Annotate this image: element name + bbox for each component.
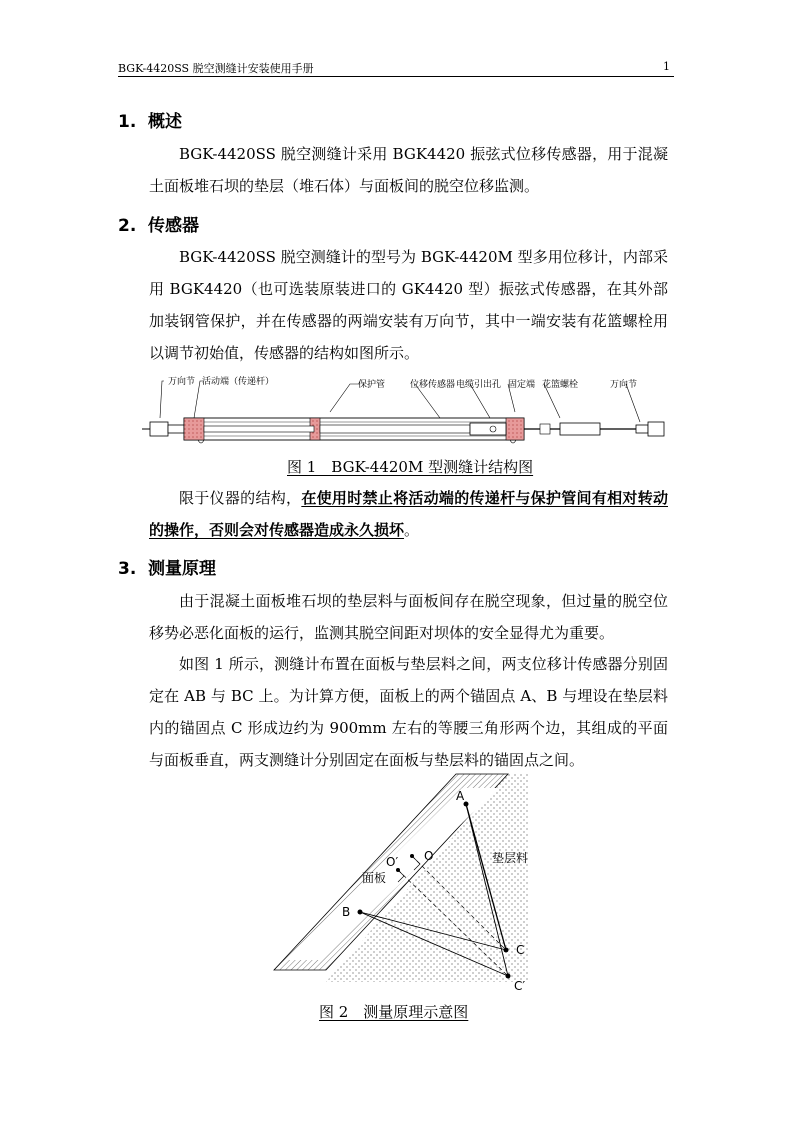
figure-2-caption: 图 2 测量原理示意图 — [319, 1003, 469, 1021]
label-turnbuckle: 花篮螺栓 — [542, 380, 579, 390]
s2-paragraph-2 — [149, 482, 668, 546]
figure-2-diagram — [270, 770, 540, 1000]
s2-p2-post: 。 — [404, 521, 420, 539]
label-universal-joint-right: 万向节 — [610, 380, 638, 390]
label-B: B — [342, 905, 351, 919]
figure-1-diagram — [140, 372, 670, 452]
header-title: BGK-4420SS 脱空测缝计安装使用手册 — [118, 62, 314, 75]
section-2-heading — [118, 211, 199, 236]
label-fixed-end: 固定端 — [508, 380, 536, 390]
section-1-heading — [118, 107, 182, 132]
section-number: 3. — [118, 559, 137, 579]
s2-paragraph-1: BGK-4420SS 脱空测缝计的型号为 BGK-4420M 型多用位移计，内部采用 BGK4420（也可选装原装进口的 GK4420 型）振弦式传感器，在其外部加装钢管保护，并在传感器的两端安装有万向节，其中一端安装有花篮螺栓用以调节初始值，传感器的结构如图所示。 — [149, 248, 668, 362]
label-sensor: 位移传感器 — [410, 380, 456, 390]
section-title: 概述 — [148, 112, 182, 132]
section-3-heading — [118, 554, 216, 579]
label-O-prime: O′ — [386, 855, 399, 869]
label-C: C — [516, 943, 525, 957]
figure-1-caption: 图 1 BGK-4420M 型测缝计结构图 — [287, 458, 534, 476]
s2-p2-pre: 限于仪器的结构， — [179, 489, 302, 507]
label-O: O — [424, 849, 434, 863]
section-number: 1. — [118, 112, 137, 132]
s3-paragraph-2: 如图 1 所示，测缝计布置在面板与垫层料之间，两支位移计传感器分别固定在 AB 与 BC 上。为计算方便，面板上的两个锚固点 A、B 与埋设在垫层料内的锚固点 C 形成边约为 900mm 左右的等腰三角形两个边，其组成的平面与面板垂直，两支测缝计分别固定在面板与垫层料的锚固点之间。 — [149, 655, 668, 769]
label-protect-tube: 保护管 — [358, 380, 386, 390]
section-title: 测量原理 — [148, 559, 216, 579]
label-cushion: 垫层料 — [492, 851, 529, 865]
page-number: 1 — [663, 60, 670, 73]
label-A: A — [456, 789, 465, 803]
s1-paragraph: BGK-4420SS 脱空测缝计采用 BGK4420 振弦式位移传感器，用于混凝土面板堆石坝的垫层（堆石体）与面板间的脱空位移监测。 — [149, 145, 668, 195]
section-number: 2. — [118, 216, 137, 236]
label-panel: 面板 — [362, 871, 387, 885]
page-header — [118, 58, 674, 77]
section-title: 传感器 — [148, 216, 199, 236]
label-cable-hole: 电缆引出孔 — [456, 380, 502, 390]
s3-paragraph-1: 由于混凝土面板堆石坝的垫层料与面板间存在脱空现象，但过量的脱空位移势必恶化面板的运行，监测其脱空间距对坝体的安全显得尤为重要。 — [149, 592, 668, 642]
label-universal-joint-left: 万向节 — [168, 377, 196, 387]
warning-text: 在使用时禁止将活动端的传递杆与保护管间有相对转动的操作，否则会对传感器造成永久损坏 — [149, 489, 668, 539]
label-moving-end: 活动端（传递杆） — [202, 377, 275, 387]
label-C-prime: C′ — [514, 979, 526, 993]
